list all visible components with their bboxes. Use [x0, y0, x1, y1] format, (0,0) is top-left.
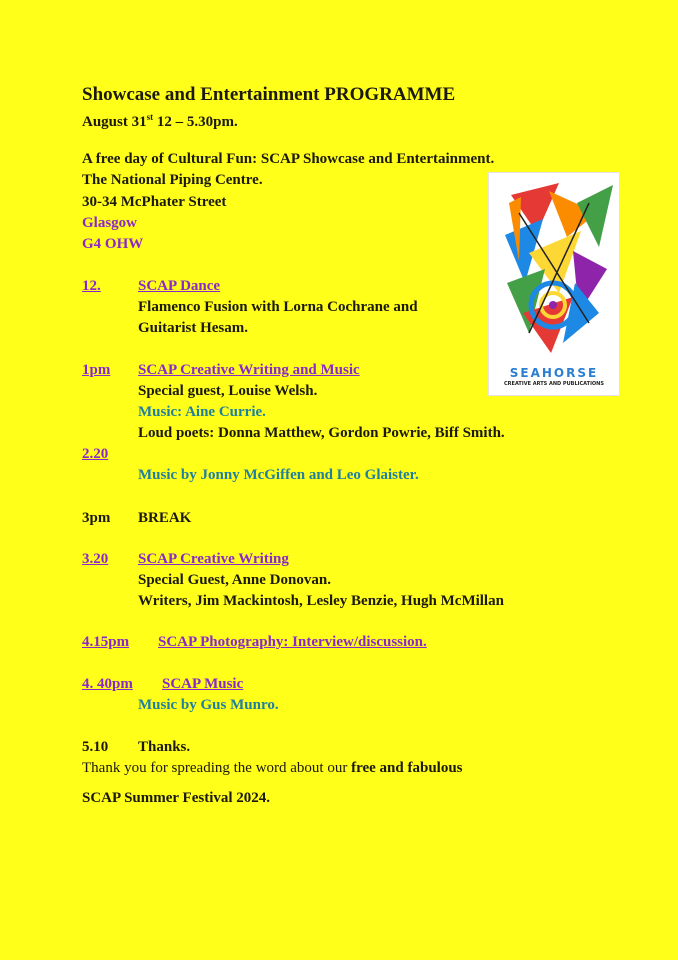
slot-title: SCAP Creative Writing and Music: [138, 362, 360, 378]
slot-detail: Flamenco Fusion with Lorna Cochrane and: [138, 299, 418, 315]
slot-detail: Loud poets: Donna Matthew, Gordon Powrie, Biff Smith.: [138, 425, 505, 441]
slot-detail: Writers, Jim Mackintosh, Lesley Benzie, Hugh McMillan: [138, 593, 504, 609]
seahorse-logo: [488, 172, 620, 396]
footer-text: Thank you for spreading the word about our: [82, 760, 352, 776]
slot-time: 4. 40pm: [82, 676, 133, 692]
venue-city: Glasgow: [82, 215, 138, 231]
slot-detail: Special guest, Louise Welsh.: [138, 383, 318, 399]
seahorse-artwork-icon: [489, 173, 619, 363]
slot-detail: Guitarist Hesam.: [138, 320, 248, 336]
footer-emphasis: free and fabulous: [351, 760, 463, 776]
logo-name: SEAHORSE: [509, 366, 599, 380]
footer-line: [82, 760, 463, 777]
slot-title: SCAP Music: [162, 676, 244, 692]
slot-detail: Music: Aine Currie.: [138, 404, 266, 420]
slot-time: 5.10: [82, 739, 109, 755]
slot-time: 2.20: [82, 446, 109, 462]
slot-title: BREAK: [138, 510, 192, 526]
logo-subtitle: CREATIVE ARTS AND PUBLICATIONS: [504, 381, 604, 387]
date-suffix: st: [146, 112, 154, 122]
slot-time: 4.15pm: [82, 634, 130, 650]
slot-time: 1pm: [82, 362, 111, 378]
slot-time: 12.: [82, 278, 101, 294]
slot-title: SCAP Creative Writing: [138, 551, 289, 567]
slot-detail: Music by Gus Munro.: [138, 697, 279, 713]
slot-detail: Special Guest, Anne Donovan.: [138, 572, 331, 588]
slot-title: Thanks.: [138, 739, 191, 755]
event-date: [82, 112, 238, 131]
slot-title: SCAP Dance: [138, 278, 221, 294]
slot-title: SCAP Photography: Interview/discussion.: [158, 634, 427, 650]
footer-festival: SCAP Summer Festival 2024.: [82, 790, 271, 806]
page-title: Showcase and Entertainment PROGRAMME: [82, 84, 456, 105]
intro-text: A free day of Cultural Fun: SCAP Showcase and Entertainment.: [82, 151, 495, 167]
slot-time: 3pm: [82, 510, 111, 526]
date-day: August 31: [82, 114, 147, 130]
slot-time: 3.20: [82, 551, 109, 567]
venue-name: The National Piping Centre.: [82, 172, 263, 188]
venue-street: 30-34 McPhater Street: [82, 194, 227, 210]
slot-detail: Music by Jonny McGiffen and Leo Glaister.: [138, 467, 419, 483]
date-time: 12 – 5.30pm.: [153, 114, 238, 130]
venue-postcode: G4 OHW: [82, 236, 144, 252]
